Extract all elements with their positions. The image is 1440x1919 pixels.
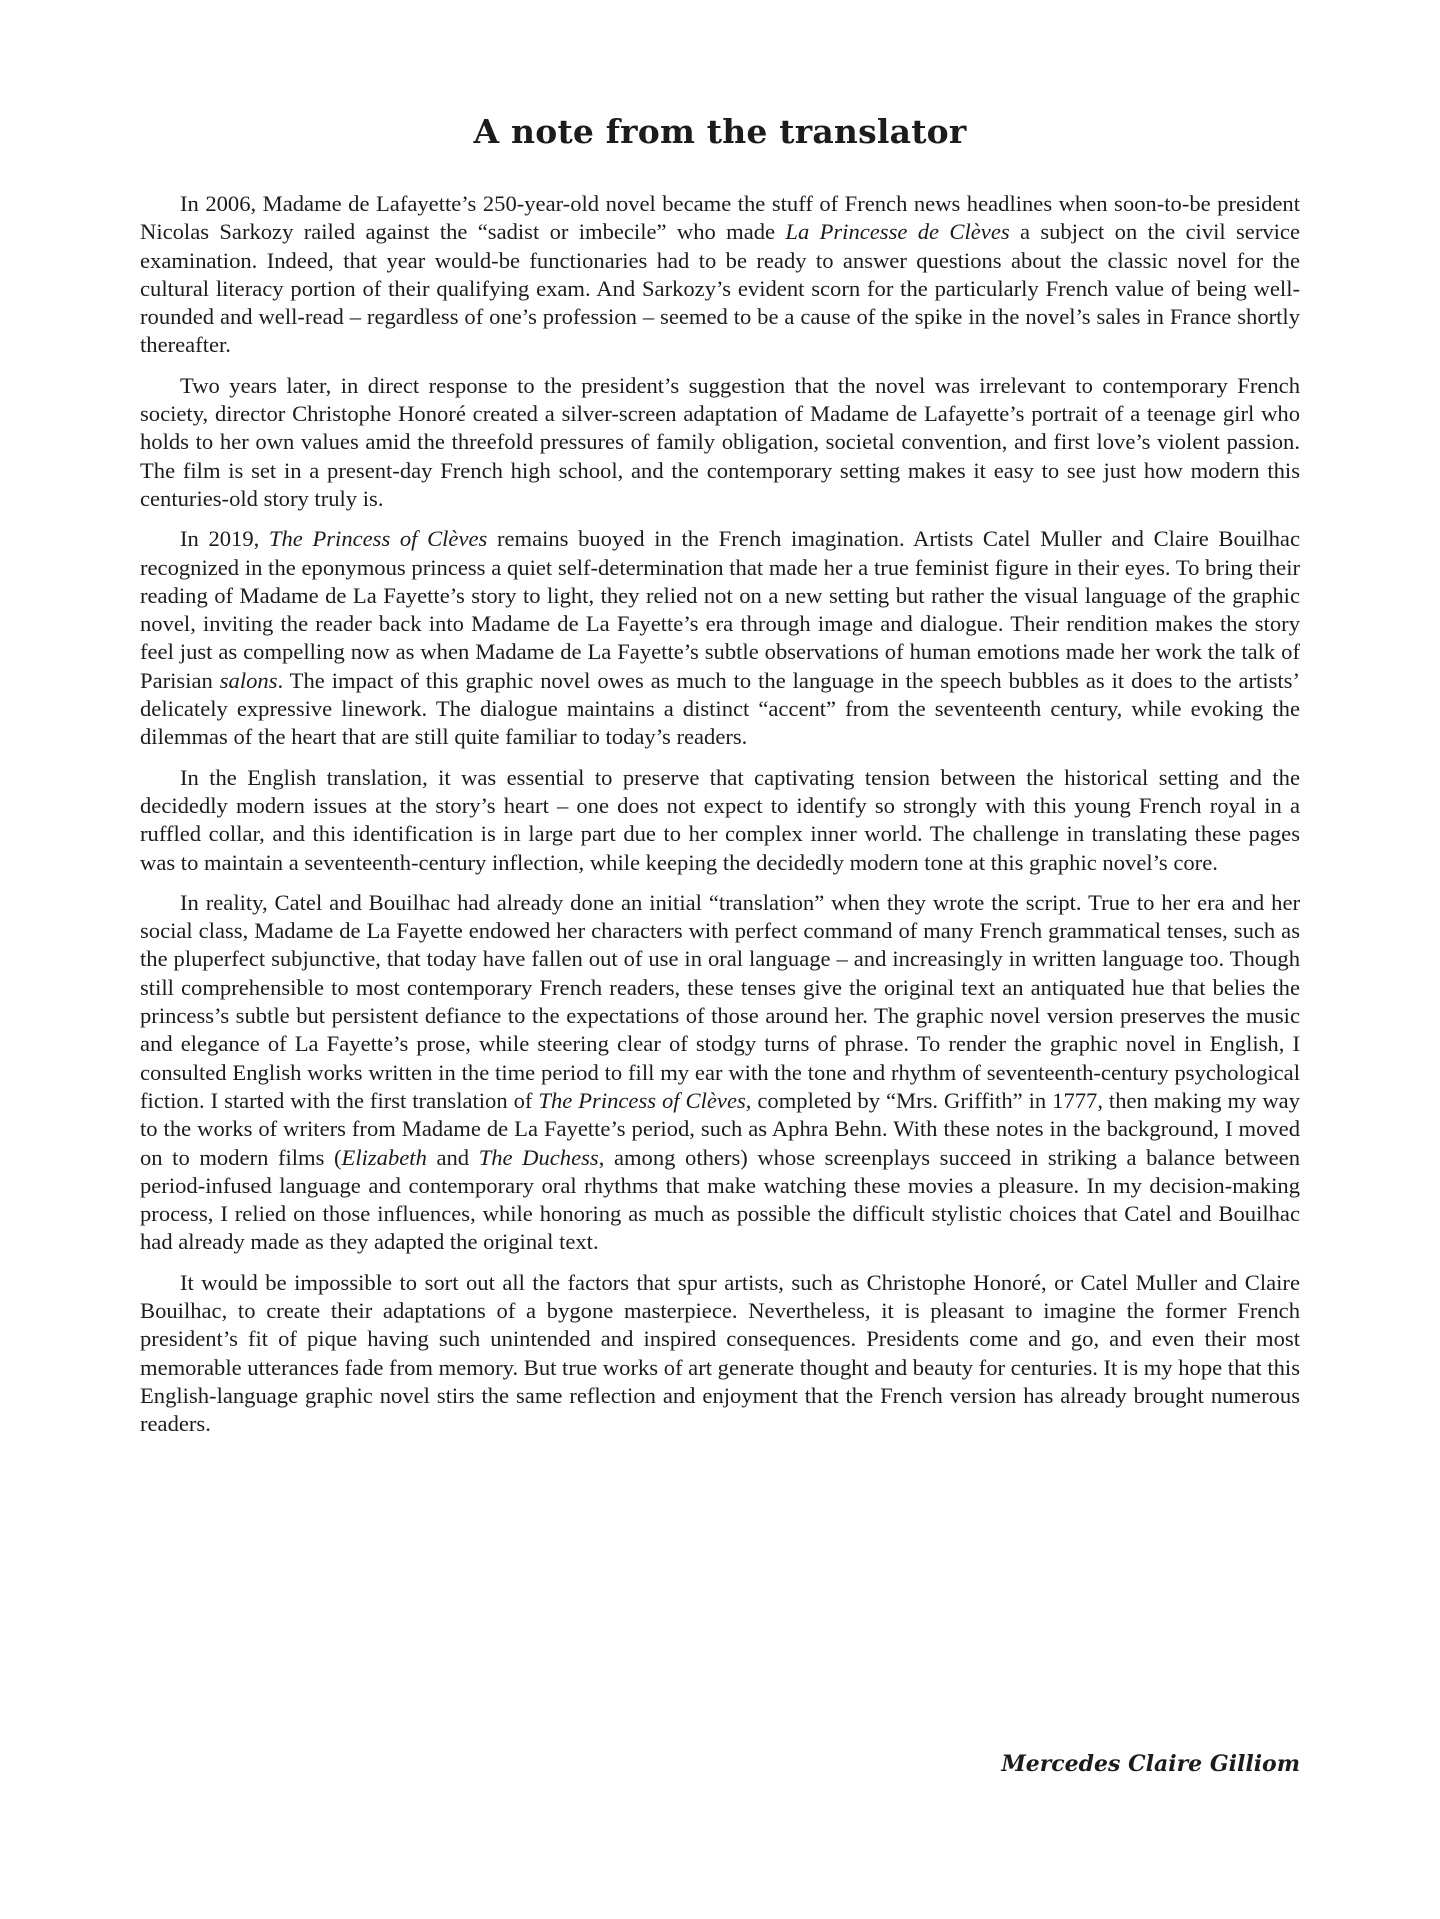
- text-run: In the English translation, it was essential to preserve that captivating tension between the historical setting and the decidedly modern issues at the story’s heart – one does not expect to identify so strongly with this young French royal in a ruffled collar, and this identification is in large part due to her complex inner world. The challenge in translating these pages was to maintain a seventeenth-century inflection, while keeping the decidedly modern tone at this graphic novel’s core.: [140, 764, 1300, 875]
- body-text: [140, 190, 1300, 1450]
- text-run: a subject on the civil service examination. Indeed, that year would-be functionaries had to be ready to answer questions about the classic novel for the cultural literacy portion of their qualifying exam. And Sarkozy’s evident scorn for the particularly French value of being well-rounded and well-read – regardless of one’s profession – seemed to be a cause of the spike in the novel’s sales in France shortly thereafter.: [140, 219, 1300, 358]
- italic-title: The Princess of Clèves: [268, 526, 488, 552]
- text-run: It would be impossible to sort out all the factors that spur artists, such as Christophe Honoré, or Catel Muller and Claire Bouilhac, to create their adaptations of a bygone masterpiece. Nevertheless, it is pleasant to imagine the former French president’s fit of pique having such unintended and inspired consequences. Presidents come and go, and even their most memorable utterances fade from memory. But true works of art generate thought and beauty for centuries. It is my hope that this English-language graphic novel stirs the same reflection and enjoyment that the French version has already brought numerous readers.: [140, 1269, 1300, 1437]
- page-title: A note from the translator: [473, 112, 967, 151]
- text-run: Two years later, in direct response to the president’s suggestion that the novel was irrelevant to contemporary French society, director Christophe Honoré created a silver-screen adaptation of Madame de Lafayette’s portrait of a teenage girl who holds to her own values amid the threefold pressures of family obligation, societal convention, and first love’s violent passion. The film is set in a present-day French high school, and the contemporary setting makes it easy to see just how modern this centuries-old story truly is.: [140, 372, 1300, 511]
- italic-word: salons: [219, 667, 278, 693]
- text-run: In 2019,: [180, 526, 269, 552]
- text-run: In reality, Catel and Bouilhac had already done an initial “translation” when they wrote the script. True to her era and her social class, Madame de La Fayette endowed her characters with perfect command of many French grammatical tenses, such as the pluperfect subjunctive, that today have fallen out of use in oral language – and increasingly in written language too. Though still comprehensible to most contemporary French readers, these tenses give the original text an antiquated hue that belies the princess’s subtle but persistent defiance to the expectations of those around her. The graphic novel version preserves the music and elegance of La Fayette’s prose, while steering clear of stodgy turns of phrase. To render the graphic novel in English, I consulted English works written in the time period to fill my ear with the tone and rhythm of seventeenth-century psychological fiction. I started with the first translation of: [140, 889, 1300, 1113]
- text-run: , completed by “Mrs. Griffith” in 1777, then making my way to the works of writers from Madame de La Fayette’s period, such as Aphra Behn. With these notes in the background, I moved on to modern films (: [140, 1087, 1300, 1170]
- paragraph: [140, 764, 1300, 877]
- paragraph: [140, 1269, 1300, 1439]
- paragraph: [140, 372, 1300, 513]
- text-run: In 2006, Madame de Lafayette’s 250-year-old novel became the stuff of French news headlines when soon-to-be president Nicolas Sarkozy railed against the “sadist or imbecile” who made: [140, 191, 1300, 245]
- text-run: and: [426, 1144, 479, 1170]
- text-run: . The impact of this graphic novel owes as much to the language in the speech bubbles as it does to the artists’ delicately expressive linework. The dialogue maintains a distinct “accent” from the seventeenth century, while evoking the dilemmas of the heart that are still quite familiar to today’s readers.: [140, 667, 1300, 750]
- signature: Mercedes Claire Gilliom: [1001, 1751, 1300, 1777]
- paragraph: [140, 190, 1300, 360]
- italic-title: Elizabeth: [341, 1144, 427, 1170]
- paragraph: [140, 525, 1300, 751]
- italic-title: The Princess of Clèves: [538, 1087, 746, 1113]
- italic-title: The Duchess: [478, 1144, 599, 1170]
- text-run: , among others) whose screenplays succeed in striking a balance between period-infused language and contemporary oral rhythms that make watching these movies a pleasure. In my decision-making process, I relied on those influences, while honoring as much as possible the difficult stylistic choices that Catel and Bouilhac had already made as they adapted the original text.: [140, 1144, 1301, 1255]
- text-run: remains buoyed in the French imagination. Artists Catel Muller and Claire Bouilhac recognized in the eponymous princess a quiet self-determination that made her a true feminist figure in their eyes. To bring their reading of Madame de La Fayette’s story to light, they relied not on a new setting but rather the visual language of the graphic novel, inviting the reader back into Madame de La Fayette’s era through image and dialogue. Their rendition makes the story feel just as compelling now as when Madame de La Fayette’s subtle observations of human emotions made her work the talk of Parisian: [140, 526, 1300, 693]
- italic-title: La Princesse de Clèves: [785, 219, 1010, 245]
- paragraph: [140, 889, 1300, 1257]
